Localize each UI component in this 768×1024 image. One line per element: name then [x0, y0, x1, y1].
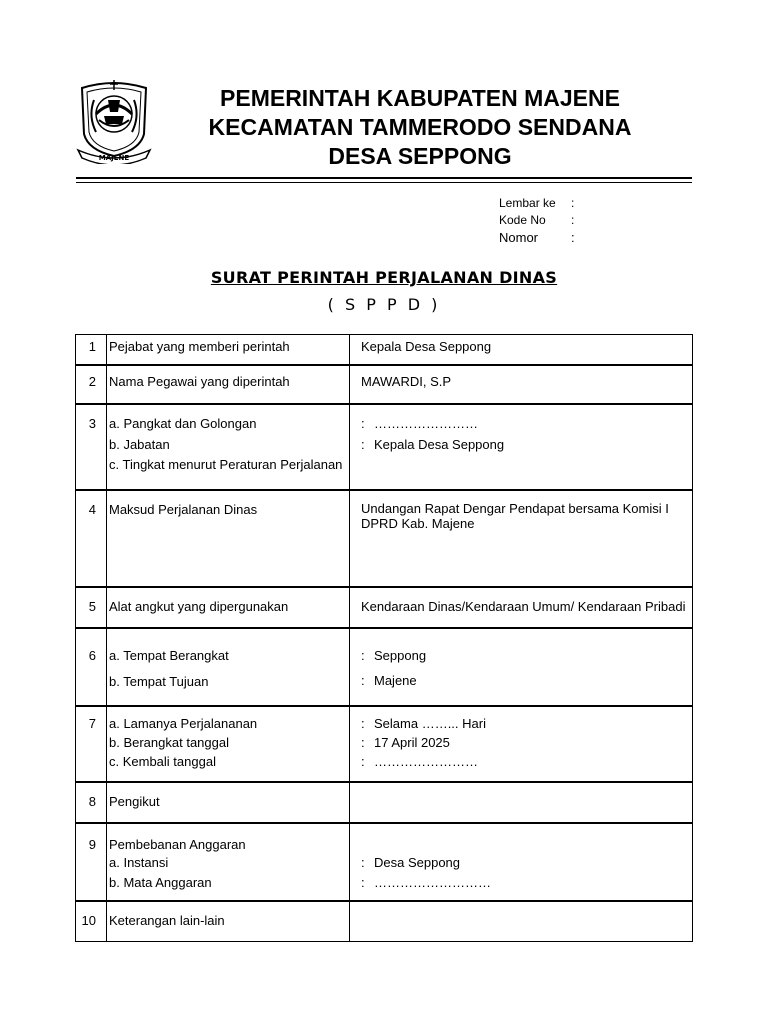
row-value: Kendaraan Dinas/Kendaraan Umum/ Kendaraan Pribadi [350, 587, 693, 628]
row-label: a. Pangkat dan Golongan b. Jabatan c. Tingkat menurut Peraturan Perjalanan [107, 404, 350, 490]
row-value: : Selama ……... Hari : 17 April 2025 : …………………… [350, 706, 693, 782]
table-row [76, 706, 693, 782]
row-number: 3 [76, 404, 107, 490]
row-label: Pembebanan Anggaran a. Instansi b. Mata Anggaran [107, 823, 350, 901]
row-number: 2 [76, 365, 107, 404]
row-number: 4 [76, 490, 107, 587]
table-row [76, 587, 693, 628]
row-label: Maksud Perjalanan Dinas [107, 490, 350, 587]
document-title: SURAT PERINTAH PERJALANAN DINAS [210, 268, 558, 287]
table-row [76, 335, 693, 365]
row-value: : Desa Seppong : ……………………… [350, 823, 693, 901]
row-label: Alat angkut yang dipergunakan [107, 587, 350, 628]
table-row [76, 823, 693, 901]
row-label: a. Lamanya Perjalananan b. Berangkat tanggal c. Kembali tanggal [107, 706, 350, 782]
row-label: Keterangan lain-lain [107, 901, 350, 942]
row-label: Pejabat yang memberi perintah [107, 335, 350, 365]
row-number: 6 [76, 628, 107, 706]
row-number: 8 [76, 782, 107, 823]
majene-coat-of-arms-logo [74, 76, 154, 164]
row-number: 10 [76, 901, 107, 942]
row-label: Nama Pegawai yang diperintah [107, 365, 350, 404]
row-number: 9 [76, 823, 107, 901]
letterhead-line-village: DESA SEPPONG [328, 143, 512, 169]
row-number: 1 [76, 335, 107, 365]
letterhead-line-government: PEMERINTAH KABUPATEN MAJENE [220, 85, 620, 111]
letterhead-line-district: KECAMATAN TAMMERODO SENDANA [208, 114, 632, 140]
row-value [350, 901, 693, 942]
letterhead [160, 84, 680, 171]
table-row [76, 901, 693, 942]
table-row [76, 365, 693, 404]
row-value: MAWARDI, S.P [350, 365, 693, 404]
document-subtitle: ( S P P D ) [327, 295, 441, 314]
row-value: Kepala Desa Seppong [350, 335, 693, 365]
letterhead-rule-thick [76, 177, 692, 179]
table-row [76, 490, 693, 587]
table-row [76, 628, 693, 706]
row-value [350, 782, 693, 823]
letterhead-rule-thin [76, 182, 692, 183]
row-value: Undangan Rapat Dengar Pendapat bersama Komisi I DPRD Kab. Majene [350, 490, 693, 587]
row-number: 7 [76, 706, 107, 782]
row-value: : …………………… : Kepala Desa Seppong [350, 404, 693, 490]
row-label: a. Tempat Berangkat b. Tempat Tujuan [107, 628, 350, 706]
row-number: 5 [76, 587, 107, 628]
logo-banner-text: MAJENE [98, 154, 130, 162]
table-row [76, 404, 693, 490]
row-label: Pengikut [107, 782, 350, 823]
sppd-form-table [75, 334, 693, 942]
table-row [76, 782, 693, 823]
row-value: : Seppong : Majene [350, 628, 693, 706]
